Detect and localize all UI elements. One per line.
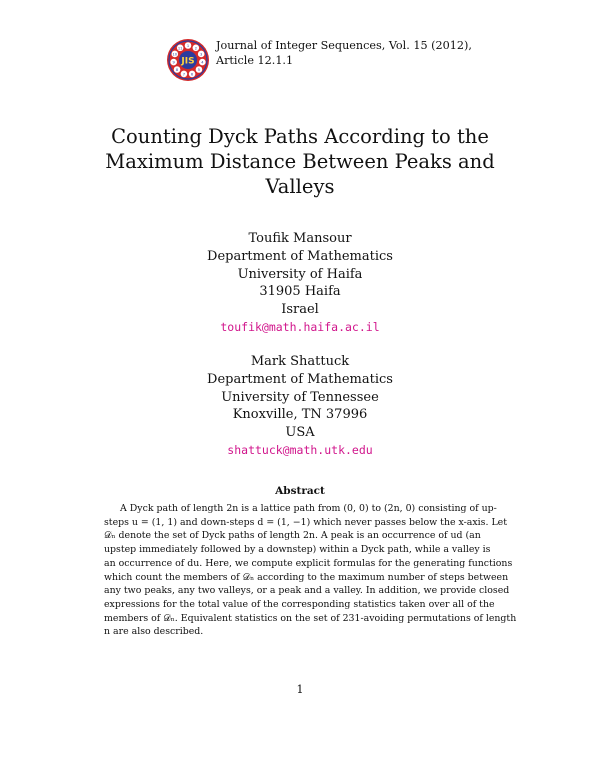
journal-line-1: Journal of Integer Sequences, Vol. 15 (2012), — [216, 39, 472, 52]
author-department: Department of Mathematics — [207, 371, 393, 387]
abstract-line: n are also described. — [104, 626, 204, 638]
journal-line-2: Article 12.1.1 — [216, 54, 294, 67]
abstract-line: an occurrence of du. Here, we compute explicit formulas for the generating functions — [104, 557, 513, 569]
paper-title — [0, 124, 600, 199]
title-line-1: Counting Dyck Paths According to the — [111, 125, 489, 148]
logo-ring-digit: 3 — [200, 52, 203, 57]
title-line-2: Maximum Distance Between Peaks and — [105, 150, 495, 173]
journal-logo — [166, 38, 210, 82]
author-block-1 — [0, 230, 600, 337]
logo-ring-digit: 8 — [175, 68, 179, 73]
logo-text: JIS — [181, 56, 195, 67]
author-city: Knoxville, TN 37996 — [232, 407, 368, 423]
author-department: Department of Mathematics — [207, 248, 393, 264]
author-country: USA — [285, 425, 315, 441]
author-country: Israel — [281, 302, 319, 318]
author-block-2 — [0, 353, 600, 460]
abstract-line: expressions for the total value of the corresponding statistics taken over all of the — [104, 598, 495, 610]
abstract-heading: Abstract — [275, 485, 325, 497]
page-number: 1 — [296, 683, 304, 696]
abstract-line: members of 𝒟ₙ. Equivalent statistics on the set of 231-avoiding permutations of length — [104, 612, 517, 624]
logo-ring-digit: 7 — [182, 72, 186, 77]
abstract-line: A Dyck path of length 2n is a lattice path from (0, 0) to (2n, 0) consisting of up- — [120, 503, 497, 514]
logo-ring-digit: 11 — [177, 46, 183, 51]
author-email-link[interactable]: toufik@math.haifa.ac.il — [220, 319, 380, 334]
logo-ring-digit: 1 — [186, 44, 190, 49]
abstract-line: which count the members of 𝒟ₙ according to the maximum number of steps between — [104, 571, 509, 583]
author-email-link[interactable]: shattuck@math.utk.edu — [227, 442, 373, 457]
logo-ring-digit: 2 — [194, 46, 197, 51]
author-university: University of Tennessee — [221, 389, 379, 405]
logo-ring-digit: 9 — [172, 60, 175, 65]
author-city: 31905 Haifa — [259, 284, 341, 300]
abstract-line: 𝒟ₙ denote the set of Dyck paths of length 2n. A peak is an occurrence of ud (an — [104, 530, 481, 542]
abstract-line: upstep immediately followed by a downstep) within a Dyck path, while a valley is — [104, 544, 491, 556]
author-university: University of Haifa — [237, 266, 363, 282]
abstract-body — [104, 502, 517, 639]
journal-citation — [216, 38, 472, 68]
logo-ring-digit: 10 — [172, 52, 178, 57]
logo-ring-digit: 5 — [197, 68, 201, 73]
author-name: Toufik Mansour — [248, 231, 352, 246]
logo-ring-digit: 4 — [201, 60, 204, 65]
abstract-line: any two peaks, any two valleys, or a peak and a valley. In addition, we provide closed — [104, 585, 510, 597]
abstract-line: steps u = (1, 1) and down-steps d = (1, −1) which never passes below the x-axis. Let — [104, 516, 507, 528]
author-name: Mark Shattuck — [250, 354, 350, 369]
title-line-3: Valleys — [265, 175, 335, 198]
logo-ring-digit: 6 — [190, 72, 194, 77]
